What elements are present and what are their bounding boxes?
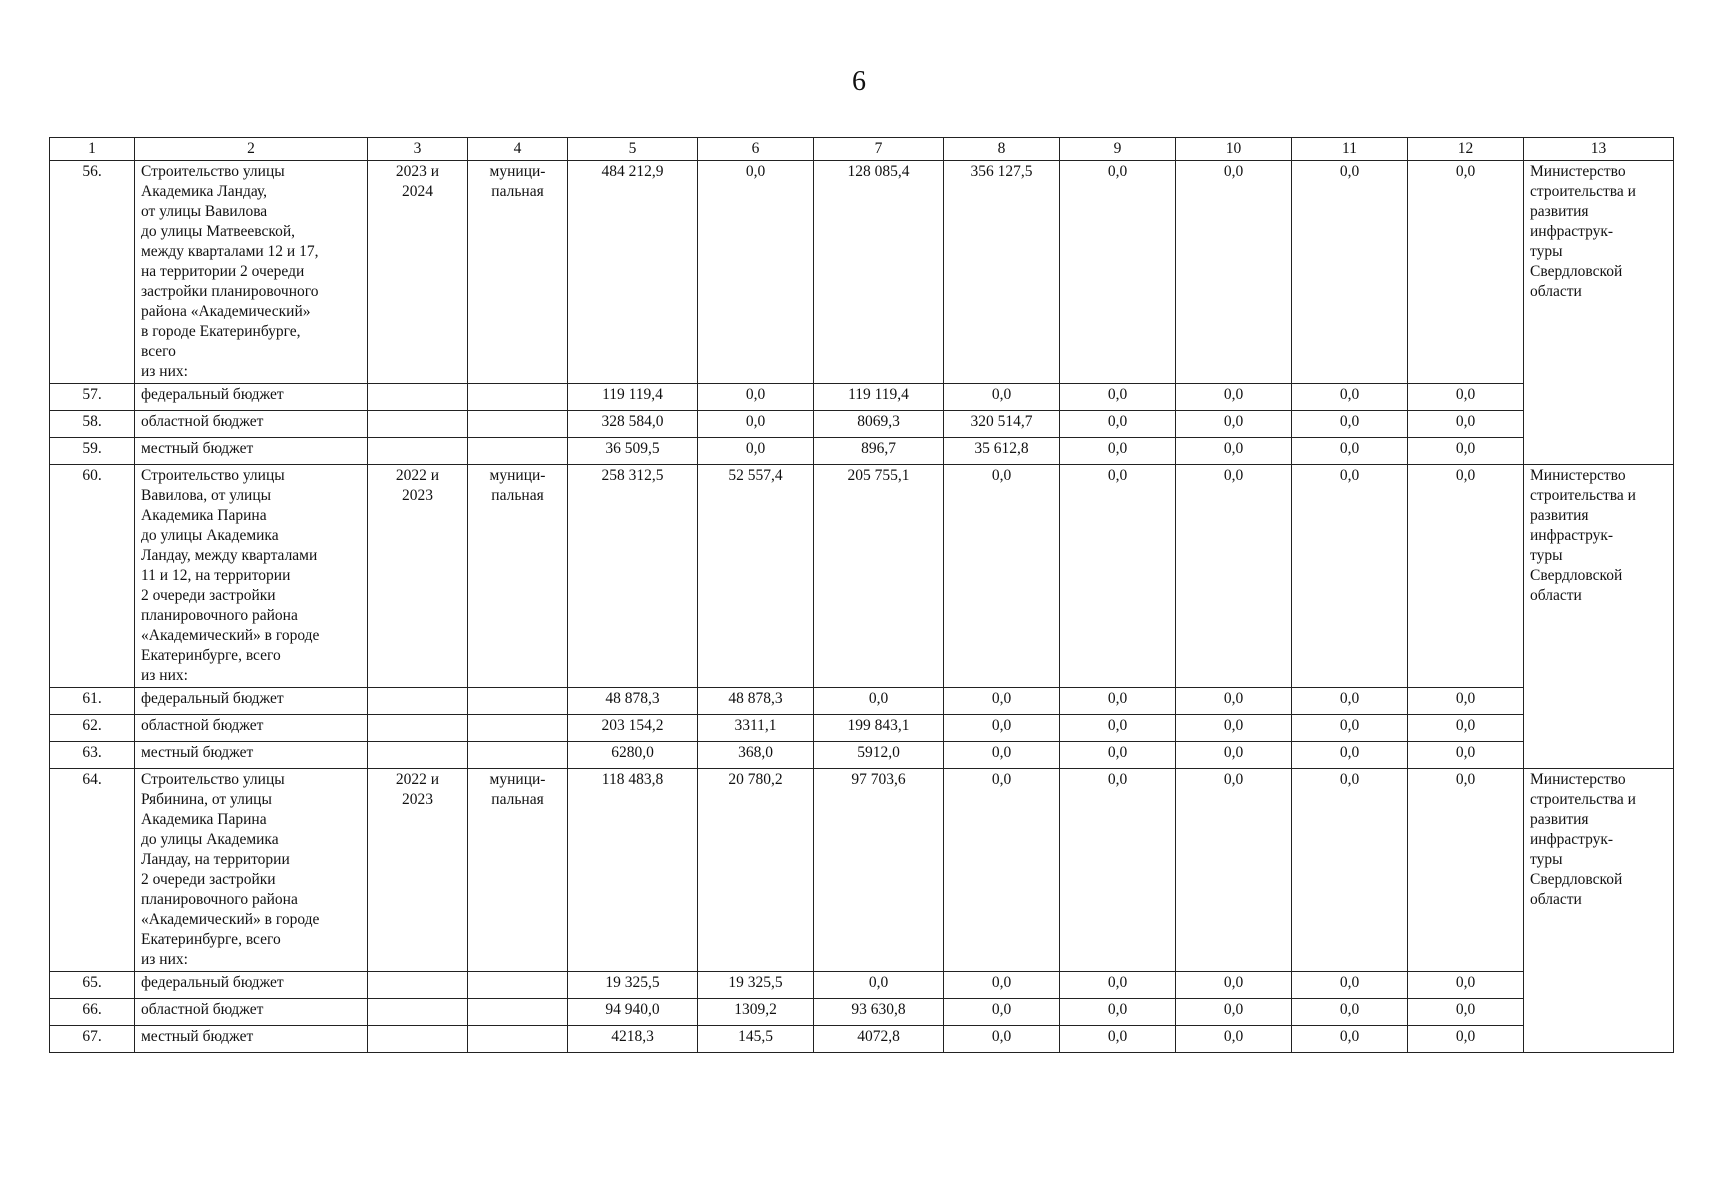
row-number: 58. [50,411,135,438]
amount-cell: 0,0 [1292,1026,1408,1053]
row-number: 60. [50,465,135,688]
col-header: 11 [1292,138,1408,161]
budget-level: муници- пальная [468,465,568,688]
budget-level: муници- пальная [468,161,568,384]
amount-cell: 0,0 [1408,465,1524,688]
amount-cell: 94 940,0 [568,999,698,1026]
row-number: 57. [50,384,135,411]
col-header: 10 [1176,138,1292,161]
period [368,688,468,715]
table-row [50,384,1674,411]
amount-cell: 0,0 [698,438,814,465]
amount-cell: 0,0 [944,384,1060,411]
amount-cell: 0,0 [944,999,1060,1026]
amount-cell: 0,0 [1176,688,1292,715]
period [368,1026,468,1053]
table-row [50,688,1674,715]
amount-cell: 0,0 [1176,384,1292,411]
amount-cell: 0,0 [1408,769,1524,972]
col-header: 12 [1408,138,1524,161]
amount-cell: 3311,1 [698,715,814,742]
item-name: областной бюджет [135,999,368,1026]
budget-level: муници- пальная [468,769,568,972]
amount-cell: 20 780,2 [698,769,814,972]
col-header: 1 [50,138,135,161]
period [368,742,468,769]
amount-cell: 0,0 [814,688,944,715]
item-name: местный бюджет [135,742,368,769]
budget-level [468,715,568,742]
amount-cell: 258 312,5 [568,465,698,688]
amount-cell: 0,0 [1176,742,1292,769]
amount-cell: 52 557,4 [698,465,814,688]
row-number: 56. [50,161,135,384]
amount-cell: 0,0 [1292,742,1408,769]
amount-cell: 0,0 [944,972,1060,999]
amount-cell: 0,0 [1292,769,1408,972]
amount-cell: 128 085,4 [814,161,944,384]
amount-cell: 145,5 [698,1026,814,1053]
amount-cell: 0,0 [1176,411,1292,438]
amount-cell: 0,0 [1292,465,1408,688]
amount-cell: 0,0 [1408,972,1524,999]
amount-cell: 896,7 [814,438,944,465]
period [368,999,468,1026]
col-header: 5 [568,138,698,161]
period [368,972,468,999]
amount-cell: 0,0 [1176,161,1292,384]
amount-cell: 0,0 [814,972,944,999]
amount-cell: 0,0 [1060,972,1176,999]
item-name: федеральный бюджет [135,688,368,715]
table-row [50,972,1674,999]
amount-cell: 0,0 [1060,161,1176,384]
amount-cell: 0,0 [1292,688,1408,715]
col-header: 6 [698,138,814,161]
amount-cell: 0,0 [1408,411,1524,438]
item-name: местный бюджет [135,438,368,465]
col-header: 3 [368,138,468,161]
period: 2023 и 2024 [368,161,468,384]
col-header: 7 [814,138,944,161]
amount-cell: 0,0 [1408,1026,1524,1053]
period [368,384,468,411]
amount-cell: 0,0 [1176,1026,1292,1053]
amount-cell: 0,0 [1292,438,1408,465]
amount-cell: 0,0 [1408,688,1524,715]
table-row [50,411,1674,438]
table-row [50,999,1674,1026]
amount-cell: 0,0 [1292,161,1408,384]
row-number: 66. [50,999,135,1026]
amount-cell: 0,0 [1060,742,1176,769]
amount-cell: 48 878,3 [568,688,698,715]
amount-cell: 0,0 [1176,438,1292,465]
amount-cell: 0,0 [1060,688,1176,715]
row-number: 62. [50,715,135,742]
period [368,438,468,465]
responsible-body: Министерство строительства и развития инфраструк- туры Свердловской области [1524,465,1674,769]
item-name: Строительство улицы Вавилова, от улицы Академика Парина до улицы Академика Ландау, между кварталами 11 и 12, на территории 2 очереди застройки планировочного района «Академический» в городе Екатеринбурге, всего из них: [135,465,368,688]
amount-cell: 36 509,5 [568,438,698,465]
item-name: областной бюджет [135,715,368,742]
amount-cell: 0,0 [1408,999,1524,1026]
amount-cell: 0,0 [1176,972,1292,999]
amount-cell: 35 612,8 [944,438,1060,465]
header-row [50,138,1674,161]
item-name: федеральный бюджет [135,972,368,999]
amount-cell: 0,0 [944,465,1060,688]
budget-level [468,384,568,411]
table-row [50,1026,1674,1053]
amount-cell: 0,0 [1408,384,1524,411]
row-number: 64. [50,769,135,972]
period [368,411,468,438]
budget-level [468,411,568,438]
amount-cell: 6280,0 [568,742,698,769]
amount-cell: 118 483,8 [568,769,698,972]
amount-cell: 484 212,9 [568,161,698,384]
item-name: Строительство улицы Рябинина, от улицы Академика Парина до улицы Академика Ландау, на территории 2 очереди застройки планировочного района «Академический» в городе Екатеринбурге, всего из них: [135,769,368,972]
amount-cell: 4218,3 [568,1026,698,1053]
amount-cell: 0,0 [944,688,1060,715]
row-number: 63. [50,742,135,769]
amount-cell: 0,0 [1060,411,1176,438]
item-name: областной бюджет [135,411,368,438]
amount-cell: 368,0 [698,742,814,769]
responsible-body: Министерство строительства и развития инфраструк- туры Свердловской области [1524,769,1674,1053]
amount-cell: 0,0 [944,769,1060,972]
col-header: 9 [1060,138,1176,161]
table-row [50,438,1674,465]
amount-cell: 0,0 [944,715,1060,742]
amount-cell: 1309,2 [698,999,814,1026]
amount-cell: 0,0 [1060,384,1176,411]
table-row [50,465,1674,688]
amount-cell: 0,0 [1060,715,1176,742]
budget-level [468,972,568,999]
row-number: 59. [50,438,135,465]
amount-cell: 199 843,1 [814,715,944,742]
budget-level [468,742,568,769]
col-header: 8 [944,138,1060,161]
amount-cell: 0,0 [1060,999,1176,1026]
amount-cell: 0,0 [1176,465,1292,688]
amount-cell: 356 127,5 [944,161,1060,384]
amount-cell: 119 119,4 [814,384,944,411]
col-header: 4 [468,138,568,161]
amount-cell: 0,0 [1292,999,1408,1026]
item-name: федеральный бюджет [135,384,368,411]
amount-cell: 0,0 [1176,769,1292,972]
responsible-body: Министерство строительства и развития инфраструк- туры Свердловской области [1524,161,1674,465]
row-number: 67. [50,1026,135,1053]
amount-cell: 0,0 [698,384,814,411]
table-row [50,715,1674,742]
budget-level [468,438,568,465]
amount-cell: 0,0 [1292,972,1408,999]
amount-cell: 97 703,6 [814,769,944,972]
period [368,715,468,742]
period: 2022 и 2023 [368,465,468,688]
amount-cell: 19 325,5 [568,972,698,999]
budget-level [468,999,568,1026]
amount-cell: 19 325,5 [698,972,814,999]
amount-cell: 0,0 [1292,411,1408,438]
amount-cell: 0,0 [1060,1026,1176,1053]
amount-cell: 0,0 [1060,465,1176,688]
page-number: 6 [852,66,866,97]
amount-cell: 320 514,7 [944,411,1060,438]
table-row [50,742,1674,769]
amount-cell: 0,0 [1060,769,1176,972]
item-name: местный бюджет [135,1026,368,1053]
amount-cell: 0,0 [698,161,814,384]
amount-cell: 8069,3 [814,411,944,438]
amount-cell: 0,0 [1292,715,1408,742]
amount-cell: 93 630,8 [814,999,944,1026]
amount-cell: 0,0 [1408,742,1524,769]
amount-cell: 0,0 [1408,438,1524,465]
amount-cell: 4072,8 [814,1026,944,1053]
amount-cell: 0,0 [1176,715,1292,742]
amount-cell: 0,0 [1408,161,1524,384]
table-row [50,161,1674,384]
amount-cell: 0,0 [698,411,814,438]
amount-cell: 328 584,0 [568,411,698,438]
program-table [49,137,1674,1053]
amount-cell: 119 119,4 [568,384,698,411]
item-name: Строительство улицы Академика Ландау, от улицы Вавилова до улицы Матвеевской, между кварталами 12 и 17, на территории 2 очереди застройки планировочного района «Академический» в городе Екатеринбурге, всего из них: [135,161,368,384]
period: 2022 и 2023 [368,769,468,972]
amount-cell: 0,0 [944,1026,1060,1053]
amount-cell: 205 755,1 [814,465,944,688]
amount-cell: 0,0 [1408,715,1524,742]
amount-cell: 48 878,3 [698,688,814,715]
table-row [50,769,1674,972]
budget-level [468,688,568,715]
amount-cell: 0,0 [1060,438,1176,465]
budget-level [468,1026,568,1053]
col-header: 13 [1524,138,1674,161]
amount-cell: 203 154,2 [568,715,698,742]
amount-cell: 0,0 [1176,999,1292,1026]
col-header: 2 [135,138,368,161]
row-number: 61. [50,688,135,715]
amount-cell: 0,0 [1292,384,1408,411]
row-number: 65. [50,972,135,999]
amount-cell: 5912,0 [814,742,944,769]
amount-cell: 0,0 [944,742,1060,769]
